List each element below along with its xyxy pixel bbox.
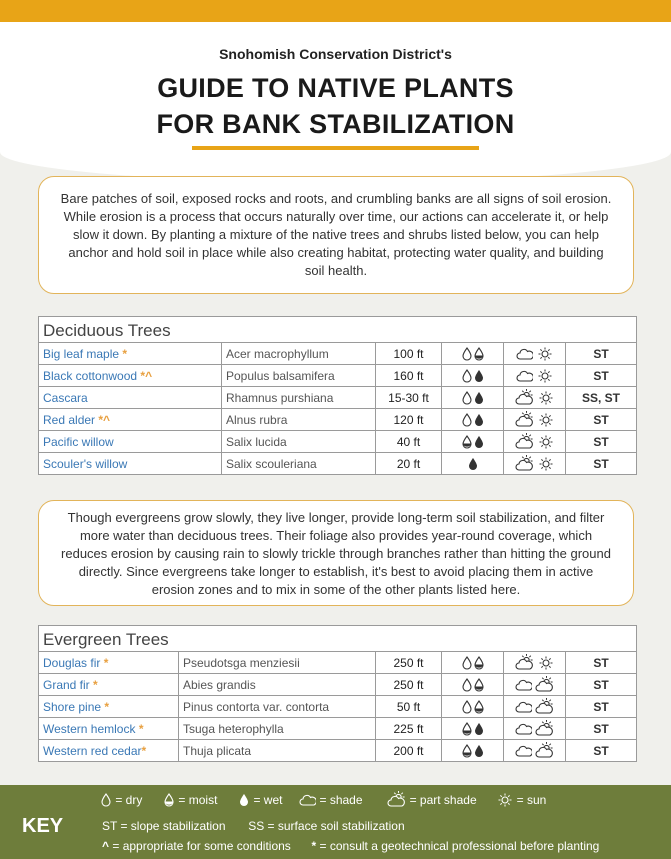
caret-icon: ^ <box>102 838 110 853</box>
height-cell: 15-30 ft <box>376 387 442 409</box>
title-line-2: FOR BANK STABILIZATION <box>156 109 515 139</box>
key-row-marks <box>102 838 599 853</box>
part-shade-icon <box>535 721 554 735</box>
light-needs-cell <box>504 453 566 475</box>
scientific-name: Alnus rubra <box>222 409 376 431</box>
height-cell: 50 ft <box>376 696 442 718</box>
deciduous-heading: Deciduous Trees <box>39 317 637 343</box>
dry-icon <box>100 792 112 807</box>
common-name-cell <box>39 453 222 475</box>
deciduous-table <box>38 316 637 475</box>
caution-marks: * <box>89 677 98 692</box>
common-name: Grand fir <box>43 677 90 692</box>
sun-icon <box>538 412 554 426</box>
sun-icon <box>537 346 553 360</box>
light-needs-cell <box>504 387 566 409</box>
shade-icon <box>516 346 533 360</box>
height-cell: 40 ft <box>376 431 442 453</box>
light-needs-cell <box>504 696 566 718</box>
caution-marks: *^ <box>137 368 153 383</box>
key-row-codes <box>102 818 405 833</box>
part-shade-icon <box>515 390 534 404</box>
key-caret: = appropriate for some conditions <box>112 838 291 853</box>
moist-icon <box>473 677 485 691</box>
shade-icon <box>515 677 532 691</box>
water-needs-cell <box>442 365 504 387</box>
stabilization-code: ST <box>566 718 637 740</box>
key-star: = consult a geotechnical professional before planting <box>319 838 600 853</box>
water-needs-cell <box>442 343 504 365</box>
part-shade-icon <box>515 412 534 426</box>
light-needs-cell <box>504 409 566 431</box>
shade-icon <box>515 699 532 713</box>
evergreen-row <box>39 674 637 696</box>
light-needs-cell <box>504 674 566 696</box>
evergreen-row <box>39 652 637 674</box>
common-name: Douglas fir <box>43 655 101 670</box>
moist-icon <box>473 655 485 669</box>
dry-icon <box>461 346 473 360</box>
stabilization-code: ST <box>566 740 637 762</box>
common-name-cell <box>39 740 179 762</box>
evergreen-row <box>39 696 637 718</box>
common-name-cell <box>39 343 222 365</box>
title-line-1: GUIDE TO NATIVE PLANTS <box>157 73 514 103</box>
common-name: Pacific willow <box>43 434 114 449</box>
part-shade-icon <box>515 655 534 669</box>
part-shade-icon <box>515 456 534 470</box>
key-ss: SS = surface soil stabilization <box>248 818 405 833</box>
water-needs-cell <box>442 409 504 431</box>
deciduous-row <box>39 453 637 475</box>
common-name-cell <box>39 409 222 431</box>
height-cell: 120 ft <box>376 409 442 431</box>
shade-icon <box>516 368 533 382</box>
scientific-name: Rhamnus purshiana <box>222 387 376 409</box>
scientific-name: Salix lucida <box>222 431 376 453</box>
height-cell: 100 ft <box>376 343 442 365</box>
key-legend <box>0 785 671 859</box>
sun-icon <box>538 655 554 669</box>
stabilization-code: ST <box>566 453 637 475</box>
dry-icon <box>461 368 473 382</box>
part-shade-icon <box>387 791 406 808</box>
star-icon: * <box>311 838 317 853</box>
key-moist: = moist <box>178 792 218 807</box>
common-name: Western hemlock <box>43 721 136 736</box>
light-needs-cell <box>504 652 566 674</box>
moist-icon <box>461 743 473 757</box>
key-title: KEY <box>22 815 64 837</box>
key-st: ST = slope stabilization <box>102 818 226 833</box>
scientific-name: Populus balsamifera <box>222 365 376 387</box>
common-name-cell <box>39 431 222 453</box>
light-needs-cell <box>504 431 566 453</box>
light-needs-cell <box>504 718 566 740</box>
common-name-cell <box>39 387 222 409</box>
common-name: Scouler's willow <box>43 456 128 471</box>
sun-icon <box>538 456 554 470</box>
common-name: Black cottonwood <box>43 368 138 383</box>
dry-icon <box>461 390 473 404</box>
part-shade-icon <box>535 699 554 713</box>
caution-marks: * <box>135 721 144 736</box>
scientific-name: Salix scouleriana <box>222 453 376 475</box>
light-needs-cell <box>504 365 566 387</box>
common-name-cell <box>39 674 179 696</box>
intro-text: Bare patches of soil, exposed rocks and roots, and crumbling banks are all signs of soil erosion. While erosion is a process that occurs naturally over time, our actions can accelerate it, or help slow it down. By planting a mixture of the native trees and shrubs listed below, you can help anchor and hold soil in place while also creating habitat, protecting water quality, and building soil health. <box>60 191 612 278</box>
height-cell: 20 ft <box>376 453 442 475</box>
key-dry: = dry <box>115 792 143 807</box>
water-needs-cell <box>442 652 504 674</box>
water-needs-cell <box>442 453 504 475</box>
height-cell: 225 ft <box>376 718 442 740</box>
light-needs-cell <box>504 740 566 762</box>
water-needs-cell <box>442 718 504 740</box>
scientific-name: Pseudotsga menziesii <box>179 652 376 674</box>
caution-marks: * <box>119 346 128 361</box>
stabilization-code: ST <box>566 696 637 718</box>
common-name: Big leaf maple <box>43 346 120 361</box>
key-partshade: = part shade <box>409 792 477 807</box>
moist-icon <box>473 699 485 713</box>
page-title <box>0 70 671 142</box>
sun-icon <box>538 390 554 404</box>
key-wet: = wet <box>253 792 283 807</box>
caution-marks: * <box>101 699 110 714</box>
common-name-cell <box>39 365 222 387</box>
key-sun: = sun <box>516 792 547 807</box>
common-name-cell <box>39 652 179 674</box>
deciduous-row <box>39 365 637 387</box>
water-needs-cell <box>442 387 504 409</box>
caution-marks: * <box>100 655 109 670</box>
common-name: Red alder <box>43 412 96 427</box>
sun-icon <box>538 434 554 448</box>
title-underline <box>192 146 479 150</box>
part-shade-icon <box>535 677 554 691</box>
key-shade: = shade <box>319 792 363 807</box>
evergreen-callout <box>38 500 634 606</box>
stabilization-code: ST <box>566 674 637 696</box>
moist-icon <box>461 721 473 735</box>
stabilization-code: ST <box>566 365 637 387</box>
sun-icon <box>497 792 513 808</box>
scientific-name: Pinus contorta var. contorta <box>179 696 376 718</box>
shade-icon <box>515 721 532 735</box>
wet-icon <box>473 721 485 735</box>
caution-marks: * <box>141 743 147 758</box>
deciduous-row <box>39 409 637 431</box>
dry-icon <box>461 655 473 669</box>
shade-icon <box>515 743 532 757</box>
height-cell: 160 ft <box>376 365 442 387</box>
deciduous-row <box>39 387 637 409</box>
scientific-name: Abies grandis <box>179 674 376 696</box>
common-name-cell <box>39 718 179 740</box>
height-cell: 250 ft <box>376 674 442 696</box>
wet-icon <box>467 456 479 470</box>
stabilization-code: SS, ST <box>566 387 637 409</box>
light-needs-cell <box>504 343 566 365</box>
common-name: Western red cedar <box>43 743 142 758</box>
evergreen-table <box>38 625 637 762</box>
evergreen-intro-text: Though evergreens grow slowly, they live longer, provide long-term soil stabilization, and filter more water than deciduous trees. Their foliage also provides year-round coverage, which reduces erosion by causing rain to slowly trickle through branches rather than hitting the ground directly. Since evergreens take longer to establish, it's best to avoid placing them in active erosion zones and to mix in some of the other plants listed here. <box>61 510 611 597</box>
height-cell: 200 ft <box>376 740 442 762</box>
part-shade-icon <box>515 434 534 448</box>
water-needs-cell <box>442 674 504 696</box>
key-row-conditions <box>100 791 546 808</box>
stabilization-code: ST <box>566 343 637 365</box>
wet-icon <box>473 412 485 426</box>
stabilization-code: ST <box>566 652 637 674</box>
dry-icon <box>461 412 473 426</box>
scientific-name: Acer macrophyllum <box>222 343 376 365</box>
moist-icon <box>163 792 175 807</box>
deciduous-row <box>39 343 637 365</box>
moist-icon <box>473 346 485 360</box>
water-needs-cell <box>442 431 504 453</box>
water-needs-cell <box>442 740 504 762</box>
wet-icon <box>238 792 250 807</box>
dry-icon <box>461 699 473 713</box>
top-accent-bar <box>0 0 671 22</box>
wet-icon <box>473 390 485 404</box>
wet-icon <box>473 368 485 382</box>
water-needs-cell <box>442 696 504 718</box>
part-shade-icon <box>535 743 554 757</box>
shade-icon <box>299 792 316 807</box>
intro-callout <box>38 176 634 294</box>
evergreen-heading: Evergreen Trees <box>39 626 637 652</box>
stabilization-code: ST <box>566 431 637 453</box>
wet-icon <box>473 743 485 757</box>
common-name: Cascara <box>43 390 88 405</box>
common-name-cell <box>39 696 179 718</box>
wet-icon <box>473 434 485 448</box>
height-cell: 250 ft <box>376 652 442 674</box>
scientific-name: Thuja plicata <box>179 740 376 762</box>
dry-icon <box>461 677 473 691</box>
deciduous-row <box>39 431 637 453</box>
evergreen-row <box>39 718 637 740</box>
scientific-name: Tsuga heterophylla <box>179 718 376 740</box>
sun-icon <box>537 368 553 382</box>
org-name: Snohomish Conservation District's <box>219 46 452 62</box>
caution-marks: *^ <box>95 412 111 427</box>
evergreen-row <box>39 740 637 762</box>
stabilization-code: ST <box>566 409 637 431</box>
moist-icon <box>461 434 473 448</box>
common-name: Shore pine <box>43 699 102 714</box>
